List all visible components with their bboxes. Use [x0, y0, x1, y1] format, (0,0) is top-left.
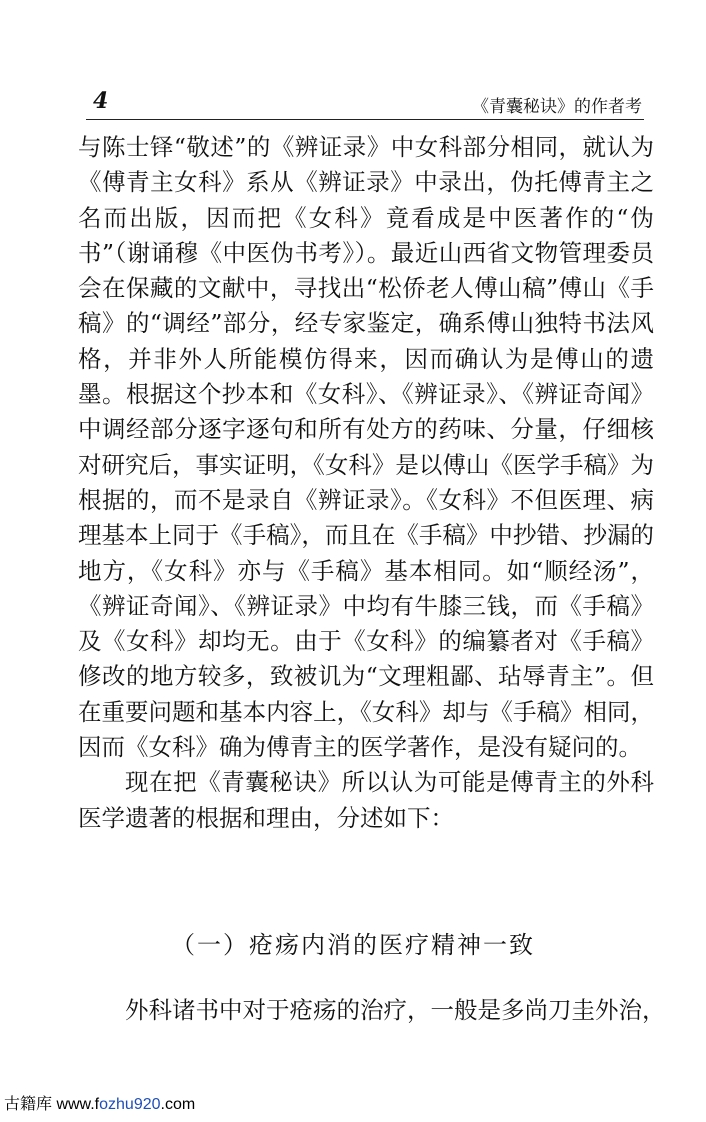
- header-rule: [86, 119, 644, 120]
- paragraph-intro: 现在把《青囊秘诀》所以认为可能是傅青主的外科医学遗著的根据和理由，分述如下：: [78, 768, 654, 832]
- section-heading: （一）疮疡内消的医疗精神一致: [171, 931, 535, 959]
- site-watermark: [4, 1091, 195, 1114]
- body-text: [78, 130, 654, 836]
- watermark-accent: ozhu920: [99, 1096, 161, 1113]
- paragraph-continued: 与陈士铎“敬述”的《辨证录》中女科部分相同，就认为《傅青主女科》系从《辨证录》中录出，伪托傅青主之名而出版，因而把《女科》竟看成是中医著作的“伪书”（谢诵穆《中医伪书考》）。最近山西省文物管理委员会在保藏的文献中，寻找出“松侨老人傅山稿”傅山《手稿》的“调经”部分，经专家鉴定，确系傅山独特书法风格，并非外人所能模仿得来，因而确认为是傅山的遗墨。根据这个抄本和《女科》、《辨证录》、《辨证奇闻》中调经部分逐字逐句和所有处方的药味、分量，仔细核对研究后，事实证明，《女科》是以傅山《医学手稿》为根据的，而不是录自《辨证录》。《女科》不但医理、病理基本上同于《手稿》，而且在《手稿》中抄错、抄漏的地方，《女科》亦与《手稿》基本相同。如“顺经汤”，《辨证奇闻》、《辨证录》中均有牛膝三钱，而《手稿》及《女科》却均无。由于《女科》的编纂者对《手稿》修改的地方较多，致被讥为“文理粗鄙、玷辱青主”。但在重要问题和基本内容上，《女科》却与《手稿》相同，因而《女科》确为傅青主的医学著作，是没有疑问的。: [78, 133, 654, 762]
- page-number: 4: [93, 88, 109, 114]
- running-header-title: 《青囊秘诀》的作者考: [472, 97, 642, 117]
- paragraph-section-start: 外科诸书中对于疮疡的治疗，一般是多尚刀圭外治，: [125, 996, 666, 1024]
- watermark-suffix: .com: [160, 1096, 196, 1113]
- watermark-prefix: 古籍库 www.f: [4, 1096, 100, 1113]
